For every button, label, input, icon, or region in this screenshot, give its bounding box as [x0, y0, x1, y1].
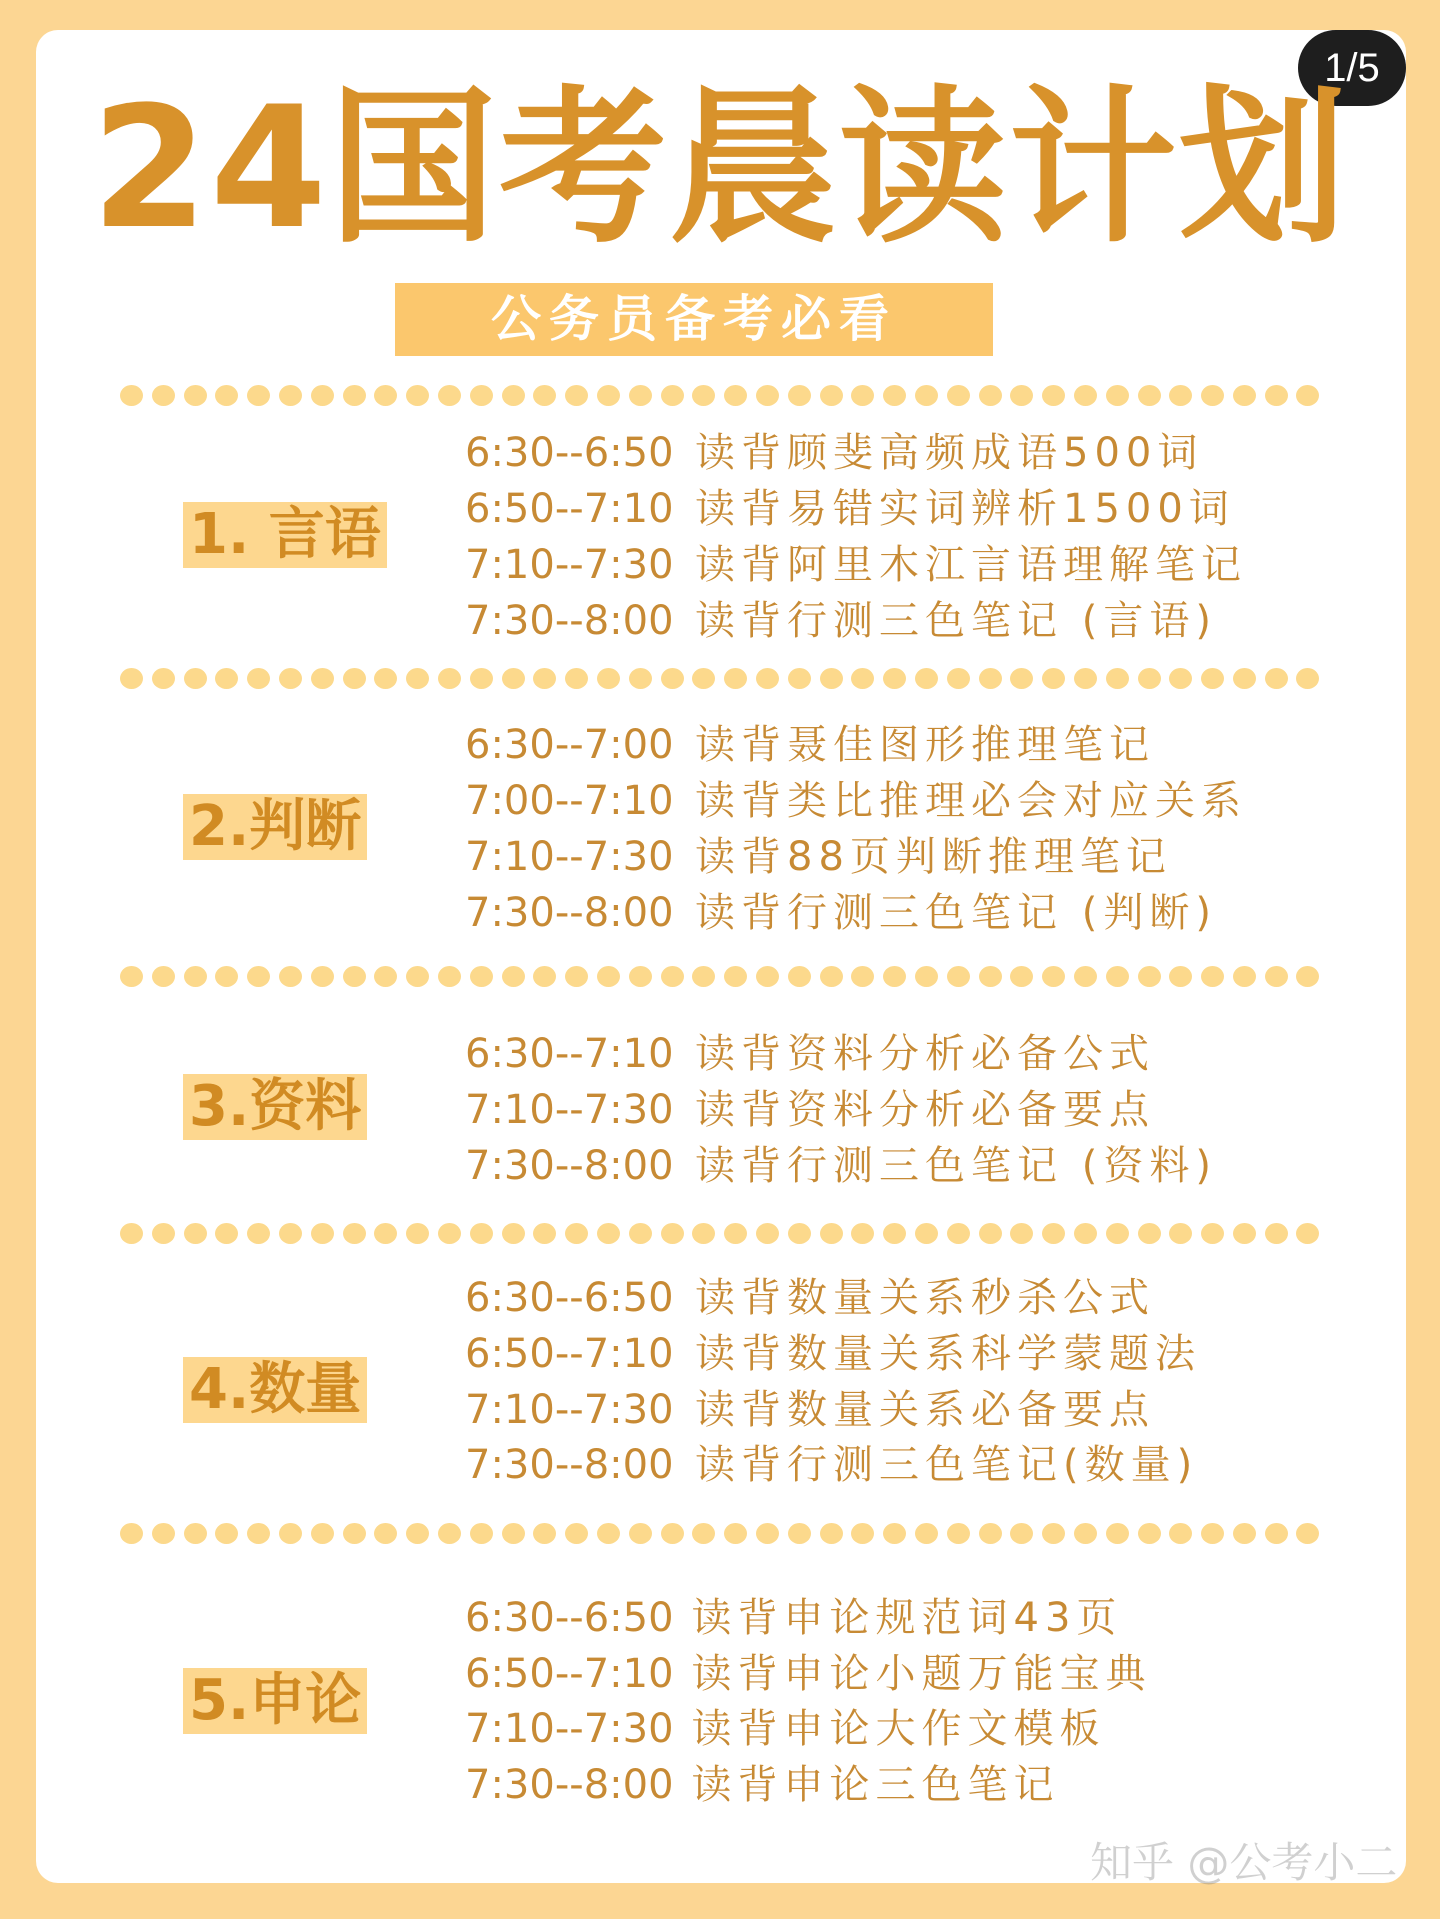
divider-dot: [1169, 1223, 1192, 1244]
divider-dot: [374, 668, 397, 689]
divider-dot: [756, 1223, 779, 1244]
divider-dot: [1233, 385, 1256, 406]
divider-dot: [438, 966, 461, 987]
schedule-row: [465, 717, 1155, 773]
divider-dot: [1169, 966, 1192, 987]
divider-dot: [311, 668, 334, 689]
schedule-row: [465, 537, 1247, 593]
divider-dot: [915, 1523, 938, 1544]
divider-dot: [343, 966, 366, 987]
row-task: 读背行测三色笔记 (言语): [695, 598, 1217, 644]
divider-dot: [215, 385, 238, 406]
divider-dot: [629, 966, 652, 987]
divider-dot: [311, 385, 334, 406]
schedule-row: [465, 593, 1217, 649]
divider-dot: [629, 1523, 652, 1544]
divider-dot: [406, 385, 429, 406]
divider-dot: [629, 668, 652, 689]
divider-dot: [1106, 668, 1129, 689]
divider-dot: [1074, 385, 1097, 406]
dot-divider: [120, 963, 1320, 989]
section-label-yanyu: 1. 言语: [183, 502, 387, 568]
divider-dot: [438, 668, 461, 689]
schedule-row: [465, 829, 1172, 885]
divider-dot: [406, 966, 429, 987]
divider-dot: [788, 1523, 811, 1544]
divider-dot: [1010, 668, 1033, 689]
row-task: 读背阿里木江言语理解笔记: [695, 542, 1247, 588]
divider-dot: [820, 668, 843, 689]
row-time: 7:10--7:30: [465, 1706, 674, 1752]
divider-dot: [311, 966, 334, 987]
divider-dot: [247, 1523, 270, 1544]
divider-dot: [279, 1223, 302, 1244]
divider-dot: [979, 1523, 1002, 1544]
divider-dot: [661, 385, 684, 406]
schedule-row: [465, 1382, 1155, 1438]
divider-dot: [247, 966, 270, 987]
divider-dot: [1296, 385, 1319, 406]
row-time: 7:10--7:30: [465, 1387, 674, 1433]
divider-dot: [1296, 668, 1319, 689]
divider-dot: [947, 966, 970, 987]
divider-dot: [470, 1223, 493, 1244]
schedule-row: [465, 1326, 1201, 1382]
divider-dot: [661, 668, 684, 689]
divider-dot: [820, 1523, 843, 1544]
row-time: 7:30--8:00: [465, 1442, 674, 1488]
divider-dot: [915, 966, 938, 987]
divider-dot: [947, 385, 970, 406]
dot-divider: [120, 1520, 1320, 1546]
divider-dot: [374, 385, 397, 406]
divider-dot: [152, 966, 175, 987]
divider-dot: [820, 966, 843, 987]
divider-dot: [184, 1223, 207, 1244]
divider-dot: [597, 966, 620, 987]
divider-dot: [979, 385, 1002, 406]
divider-dot: [820, 385, 843, 406]
schedule-row: [465, 481, 1235, 537]
divider-dot: [120, 1223, 143, 1244]
divider-dot: [820, 1223, 843, 1244]
row-time: 7:10--7:30: [465, 1087, 674, 1133]
divider-dot: [565, 966, 588, 987]
divider-dot: [470, 668, 493, 689]
divider-dot: [979, 1223, 1002, 1244]
divider-dot: [1201, 1223, 1224, 1244]
divider-dot: [788, 966, 811, 987]
divider-dot: [724, 1523, 747, 1544]
row-task: 读背申论大作文模板: [691, 1706, 1106, 1752]
divider-dot: [565, 668, 588, 689]
row-time: 7:00--7:10: [465, 778, 674, 824]
divider-dot: [1169, 668, 1192, 689]
divider-dot: [565, 385, 588, 406]
divider-dot: [1265, 1523, 1288, 1544]
divider-dot: [120, 1523, 143, 1544]
divider-dot: [597, 668, 620, 689]
divider-dot: [502, 1523, 525, 1544]
divider-dot: [1296, 966, 1319, 987]
divider-dot: [692, 1523, 715, 1544]
divider-dot: [1074, 966, 1097, 987]
divider-dot: [756, 385, 779, 406]
zhihu-watermark: 知乎 @公考小二: [1090, 1838, 1398, 1887]
row-task: 读背行测三色笔记(数量): [695, 1442, 1199, 1488]
divider-dot: [629, 1223, 652, 1244]
divider-dot: [502, 966, 525, 987]
divider-dot: [1042, 1223, 1065, 1244]
divider-dot: [184, 1523, 207, 1544]
divider-dot: [724, 1223, 747, 1244]
divider-dot: [533, 1523, 556, 1544]
divider-dot: [597, 385, 620, 406]
divider-dot: [1042, 385, 1065, 406]
divider-dot: [1106, 385, 1129, 406]
row-time: 7:10--7:30: [465, 834, 674, 880]
divider-dot: [311, 1523, 334, 1544]
row-task: 读背聂佳图形推理笔记: [695, 722, 1155, 768]
row-task: 读背行测三色笔记 (判断): [695, 890, 1217, 936]
schedule-row: [465, 1437, 1198, 1493]
divider-dot: [120, 668, 143, 689]
divider-dot: [1201, 668, 1224, 689]
divider-dot: [692, 966, 715, 987]
divider-dot: [470, 966, 493, 987]
schedule-row: [465, 1590, 1122, 1646]
divider-dot: [883, 385, 906, 406]
divider-dot: [629, 385, 652, 406]
divider-dot: [915, 1223, 938, 1244]
row-task: 读背申论小题万能宝典: [691, 1651, 1152, 1697]
divider-dot: [438, 385, 461, 406]
divider-dot: [215, 1523, 238, 1544]
divider-dot: [1265, 668, 1288, 689]
row-time: 7:30--8:00: [465, 1143, 674, 1189]
divider-dot: [1201, 966, 1224, 987]
row-time: 6:30--6:50: [465, 1275, 674, 1321]
divider-dot: [661, 1523, 684, 1544]
divider-dot: [406, 1223, 429, 1244]
divider-dot: [1074, 1223, 1097, 1244]
divider-dot: [533, 1223, 556, 1244]
divider-dot: [915, 668, 938, 689]
divider-dot: [247, 1223, 270, 1244]
row-task: 读背资料分析必备要点: [695, 1087, 1155, 1133]
divider-dot: [597, 1523, 620, 1544]
divider-dot: [851, 966, 874, 987]
divider-dot: [979, 966, 1002, 987]
divider-dot: [343, 1523, 366, 1544]
divider-dot: [1233, 966, 1256, 987]
divider-dot: [279, 966, 302, 987]
divider-dot: [947, 668, 970, 689]
dot-divider: [120, 382, 1320, 408]
schedule-row: [465, 1701, 1106, 1757]
row-time: 7:30--8:00: [465, 890, 674, 936]
schedule-row: [465, 425, 1203, 481]
divider-dot: [692, 1223, 715, 1244]
divider-dot: [502, 668, 525, 689]
divider-dot: [947, 1223, 970, 1244]
divider-dot: [502, 1223, 525, 1244]
divider-dot: [1042, 966, 1065, 987]
divider-dot: [883, 668, 906, 689]
divider-dot: [215, 668, 238, 689]
divider-dot: [374, 1523, 397, 1544]
row-time: 7:10--7:30: [465, 542, 674, 588]
divider-dot: [1010, 966, 1033, 987]
divider-dot: [311, 1223, 334, 1244]
divider-dot: [851, 1523, 874, 1544]
divider-dot: [1106, 1523, 1129, 1544]
divider-dot: [152, 1523, 175, 1544]
divider-dot: [279, 668, 302, 689]
divider-dot: [1010, 385, 1033, 406]
divider-dot: [279, 1523, 302, 1544]
divider-dot: [1201, 385, 1224, 406]
divider-dot: [343, 668, 366, 689]
divider-dot: [1201, 1523, 1224, 1544]
row-task: 读背数量关系必备要点: [695, 1387, 1155, 1433]
divider-dot: [438, 1523, 461, 1544]
row-time: 7:30--8:00: [465, 598, 674, 644]
divider-dot: [1106, 966, 1129, 987]
divider-dot: [1010, 1523, 1033, 1544]
schedule-row: [465, 1082, 1155, 1138]
divider-dot: [724, 966, 747, 987]
divider-dot: [1106, 1223, 1129, 1244]
divider-dot: [215, 1223, 238, 1244]
divider-dot: [724, 668, 747, 689]
divider-dot: [661, 966, 684, 987]
divider-dot: [374, 966, 397, 987]
divider-dot: [1265, 385, 1288, 406]
row-time: 6:50--7:10: [465, 1331, 674, 1377]
divider-dot: [1138, 1523, 1161, 1544]
divider-dot: [947, 1523, 970, 1544]
page-counter-badge: 1/5: [1298, 30, 1406, 106]
section-label-shenlun: 5.申论: [183, 1668, 367, 1734]
divider-dot: [120, 966, 143, 987]
row-task: 读背申论三色笔记: [691, 1762, 1060, 1808]
divider-dot: [152, 1223, 175, 1244]
divider-dot: [756, 966, 779, 987]
row-time: 6:30--6:50: [465, 1595, 674, 1641]
schedule-row: [465, 773, 1247, 829]
divider-dot: [1233, 668, 1256, 689]
divider-dot: [1233, 1523, 1256, 1544]
divider-dot: [343, 385, 366, 406]
divider-dot: [184, 385, 207, 406]
divider-dot: [502, 385, 525, 406]
row-task: 读背资料分析必备公式: [695, 1031, 1155, 1077]
divider-dot: [692, 385, 715, 406]
divider-dot: [215, 966, 238, 987]
divider-dot: [1296, 1523, 1319, 1544]
row-time: 6:50--7:10: [465, 486, 674, 532]
divider-dot: [533, 385, 556, 406]
row-time: 6:30--6:50: [465, 430, 674, 476]
divider-dot: [597, 1223, 620, 1244]
divider-dot: [883, 1523, 906, 1544]
divider-dot: [1233, 1223, 1256, 1244]
divider-dot: [279, 385, 302, 406]
schedule-row: [465, 1138, 1217, 1194]
divider-dot: [1169, 1523, 1192, 1544]
divider-dot: [120, 385, 143, 406]
divider-dot: [851, 385, 874, 406]
row-task: 读背申论规范词43页: [691, 1595, 1123, 1641]
divider-dot: [1042, 668, 1065, 689]
divider-dot: [565, 1223, 588, 1244]
row-time: 7:30--8:00: [465, 1762, 674, 1808]
row-task: 读背易错实词辨析1500词: [695, 486, 1235, 532]
row-time: 6:30--7:00: [465, 722, 674, 768]
schedule-row: [465, 885, 1217, 941]
divider-dot: [1138, 1223, 1161, 1244]
divider-dot: [1169, 385, 1192, 406]
divider-dot: [374, 1223, 397, 1244]
row-task: 读背行测三色笔记 (资料): [695, 1143, 1217, 1189]
divider-dot: [406, 1523, 429, 1544]
divider-dot: [343, 1223, 366, 1244]
divider-dot: [1265, 966, 1288, 987]
divider-dot: [661, 1223, 684, 1244]
divider-dot: [788, 668, 811, 689]
row-task: 读背数量关系秒杀公式: [695, 1275, 1155, 1321]
divider-dot: [1265, 1223, 1288, 1244]
divider-dot: [406, 668, 429, 689]
divider-dot: [788, 385, 811, 406]
divider-dot: [1138, 668, 1161, 689]
schedule-row: [465, 1757, 1060, 1813]
divider-dot: [1296, 1223, 1319, 1244]
divider-dot: [470, 385, 493, 406]
row-time: 6:50--7:10: [465, 1651, 674, 1697]
divider-dot: [1074, 1523, 1097, 1544]
dot-divider: [120, 1220, 1320, 1246]
divider-dot: [533, 668, 556, 689]
divider-dot: [247, 385, 270, 406]
divider-dot: [883, 1223, 906, 1244]
divider-dot: [565, 1523, 588, 1544]
divider-dot: [788, 1223, 811, 1244]
row-task: 读背类比推理必会对应关系: [695, 778, 1247, 824]
divider-dot: [1074, 668, 1097, 689]
dot-divider: [120, 665, 1320, 691]
divider-dot: [470, 1523, 493, 1544]
row-task: 读背顾斐高频成语500词: [695, 430, 1204, 476]
divider-dot: [184, 966, 207, 987]
divider-dot: [979, 668, 1002, 689]
divider-dot: [184, 668, 207, 689]
divider-dot: [883, 966, 906, 987]
divider-dot: [438, 1223, 461, 1244]
divider-dot: [1010, 1223, 1033, 1244]
divider-dot: [756, 668, 779, 689]
poster-subtitle: 公务员备考必看: [395, 283, 993, 356]
divider-dot: [1042, 1523, 1065, 1544]
divider-dot: [1138, 966, 1161, 987]
divider-dot: [692, 668, 715, 689]
row-task: 读背88页判断推理笔记: [695, 834, 1172, 880]
divider-dot: [247, 668, 270, 689]
row-task: 读背数量关系科学蒙题法: [695, 1331, 1201, 1377]
divider-dot: [533, 966, 556, 987]
divider-dot: [915, 385, 938, 406]
schedule-row: [465, 1026, 1155, 1082]
section-label-panduan: 2.判断: [183, 794, 367, 860]
schedule-row: [465, 1646, 1152, 1702]
section-label-ziliao: 3.资料: [183, 1074, 367, 1140]
divider-dot: [1138, 385, 1161, 406]
divider-dot: [152, 668, 175, 689]
section-label-shuliang: 4.数量: [183, 1357, 367, 1423]
divider-dot: [756, 1523, 779, 1544]
divider-dot: [851, 668, 874, 689]
divider-dot: [152, 385, 175, 406]
row-time: 6:30--7:10: [465, 1031, 674, 1077]
divider-dot: [724, 385, 747, 406]
poster-title: 24国考晨读计划: [91, 70, 1349, 266]
schedule-row: [465, 1270, 1155, 1326]
divider-dot: [851, 1223, 874, 1244]
